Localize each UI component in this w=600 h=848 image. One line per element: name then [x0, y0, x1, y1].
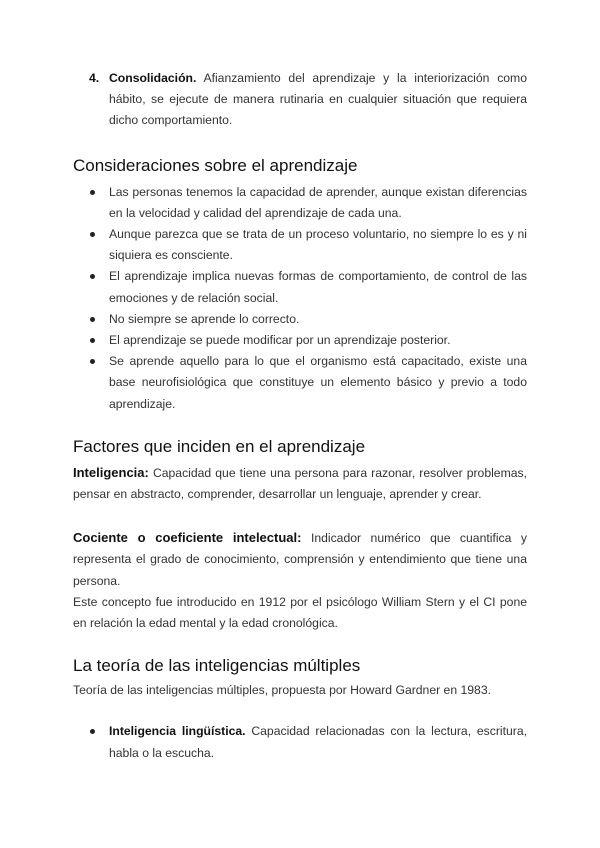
bullet-icon — [90, 232, 95, 237]
bullet-icon — [90, 190, 95, 195]
intelligence-type-text: Capacidad relacionadas con la lectura, escritura, habla o la escucha. — [109, 724, 528, 760]
iq-paragraph — [73, 527, 527, 592]
iq-term: Cociente o coeficiente intelectual: — [73, 530, 302, 546]
list-item: El aprendizaje implica nuevas formas de comportamiento, de control de las emociones y de relación social. — [73, 266, 527, 308]
intelligence-text: Capacidad que tiene una persona para razonar, resolver problemas, pensar en abstracto, comprender, desarrollar un lenguaje, aprender y crear. — [73, 465, 527, 502]
considerations-list — [73, 182, 527, 415]
multiple-intelligences-heading: La teoría de las inteligencias múltiples — [73, 656, 361, 676]
factors-heading: Factores que inciden en el aprendizaje — [73, 436, 366, 456]
intelligence-paragraph — [73, 462, 527, 505]
list-item — [73, 721, 527, 763]
considerations-heading: Consideraciones sobre el aprendizaje — [73, 155, 358, 175]
list-item: Las personas tenemos la capacidad de aprender, aunque existan diferencias en la velocidad y calidad del aprendizaje de cada una. — [73, 182, 527, 224]
iq-text: Indicador numérico que cuantifica y representa el grado de conocimiento, comprensión y entendimiento que tiene una persona. — [73, 531, 527, 588]
list-item: El aprendizaje se puede modificar por un aprendizaje posterior. — [73, 330, 527, 351]
consolidation-term: Consolidación. — [109, 71, 197, 85]
consolidation-text: Afianzamiento del aprendizaje y la interiorización como hábito, se ejecute de manera rutinaria en cualquier situación que requiera dicho comportamiento. — [109, 71, 527, 128]
intelligence-type-term: Inteligencia lingüística. — [109, 724, 246, 739]
intelligences-list — [73, 721, 527, 763]
multiple-intro: Teoría de las inteligencias múltiples, propuesta por Howard Gardner en 1983. — [73, 683, 491, 698]
consolidation-item — [73, 68, 527, 132]
list-item: No siempre se aprende lo correcto. — [73, 309, 527, 330]
bullet-icon — [90, 338, 95, 343]
bullet-icon — [90, 729, 95, 734]
document-page — [73, 64, 527, 764]
bullet-icon — [90, 359, 95, 364]
bullet-icon — [90, 274, 95, 279]
list-item: Aunque parezca que se trata de un proceso voluntario, no siempre lo es y ni siquiera es consciente. — [73, 224, 527, 266]
list-item: Se aprende aquello para lo que el organismo está capacitado, existe una base neurofisiológica que constituye un elemento básico y previo a todo aprendizaje. — [73, 351, 527, 415]
intelligence-term: Inteligencia: — [73, 464, 149, 480]
iq-note: Este concepto fue introducido en 1912 por el psicólogo William Stern y el CI pone en relación la edad mental y la edad cronológica. — [73, 594, 527, 631]
item-number: 4. — [89, 71, 100, 85]
bullet-icon — [90, 317, 95, 322]
